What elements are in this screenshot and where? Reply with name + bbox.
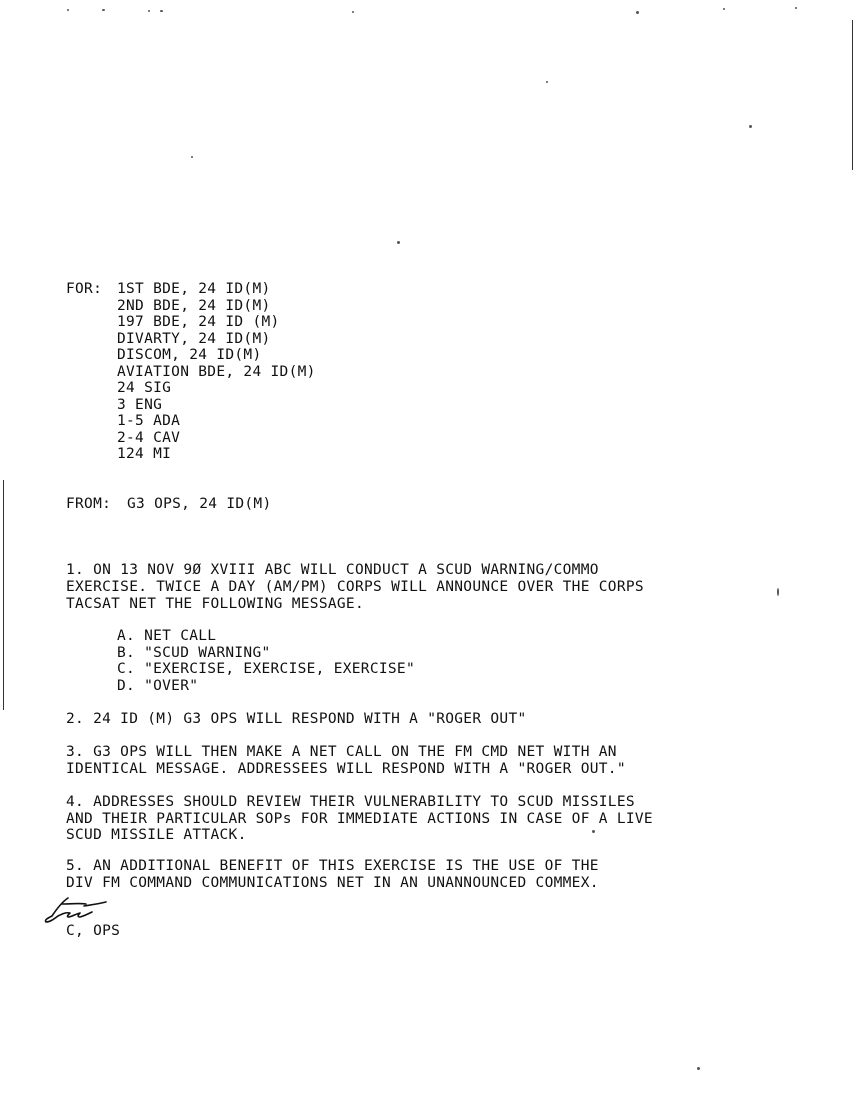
scan-speck xyxy=(191,156,193,158)
scan-speck xyxy=(397,241,400,244)
addressee-item: 197 BDE, 24 ID (M) xyxy=(117,314,280,330)
scan-speck xyxy=(723,8,725,10)
sub-item: C. "EXERCISE, EXERCISE, EXERCISE" xyxy=(117,661,415,677)
scan-speck xyxy=(148,10,150,12)
scan-speck xyxy=(546,81,548,83)
addressee-item: AVIATION BDE, 24 ID(M) xyxy=(117,364,316,380)
handwritten-signature xyxy=(40,892,110,926)
paragraph-line: 3. G3 OPS WILL THEN MAKE A NET CALL ON THE FM CMD NET WITH AN xyxy=(66,744,617,760)
addressee-item: 1ST BDE, 24 ID(M) xyxy=(117,281,271,297)
from-label: FROM: xyxy=(66,496,112,512)
scan-speck xyxy=(352,11,354,13)
scan-edge-line xyxy=(852,20,853,170)
paragraph-line: 1. ON 13 NOV 9Ø XVIII ABC WILL CONDUCT A SCUD WARNING/COMMO xyxy=(66,562,599,578)
for-label: FOR: xyxy=(66,281,103,297)
paragraph-line: DIV FM COMMAND COMMUNICATIONS NET IN AN UNANNOUNCED COMMEX. xyxy=(66,875,599,891)
paragraph-line: SCUD MISSILE ATTACK. xyxy=(66,827,247,843)
paragraph-line: 5. AN ADDITIONAL BENEFIT OF THIS EXERCISE IS THE USE OF THE xyxy=(66,858,599,874)
paragraph-line: TACSAT NET THE FOLLOWING MESSAGE. xyxy=(66,596,364,612)
addressee-item: DIVARTY, 24 ID(M) xyxy=(117,331,271,347)
scan-speck xyxy=(697,1067,700,1070)
scan-edge-line xyxy=(3,480,4,710)
scan-speck xyxy=(636,11,639,14)
paragraph-line: IDENTICAL MESSAGE. ADDRESSEES WILL RESPOND WITH A "ROGER OUT." xyxy=(66,761,626,777)
addressee-item: 24 SIG xyxy=(117,380,172,396)
scan-speck xyxy=(102,9,105,11)
addressee-item: 2ND BDE, 24 ID(M) xyxy=(117,298,271,314)
addressee-item: 3 ENG xyxy=(117,397,163,413)
paragraph-line: AND THEIR PARTICULAR SOPs FOR IMMEDIATE ACTIONS IN CASE OF A LIVE xyxy=(66,811,653,827)
from-value: G3 OPS, 24 ID(M) xyxy=(127,496,272,512)
sub-item: B. "SCUD WARNING" xyxy=(117,645,271,661)
paragraph-2: 2. 24 ID (M) G3 OPS WILL RESPOND WITH A "ROGER OUT" xyxy=(66,711,527,727)
scan-speck xyxy=(160,10,163,12)
paragraph-line: 4. ADDRESSES SHOULD REVIEW THEIR VULNERABILITY TO SCUD MISSILES xyxy=(66,794,635,810)
sub-item: D. "OVER" xyxy=(117,678,199,694)
scan-speck xyxy=(795,7,797,9)
scan-speck xyxy=(777,588,779,596)
addressee-item: 2-4 CAV xyxy=(117,430,181,446)
sub-item: A. NET CALL xyxy=(117,628,217,644)
scan-speck xyxy=(749,125,752,128)
signature-block: C, OPS xyxy=(66,923,121,939)
scan-speck xyxy=(592,830,595,833)
scan-speck xyxy=(67,9,69,11)
paragraph-line: EXERCISE. TWICE A DAY (AM/PM) CORPS WILL ANNOUNCE OVER THE CORPS xyxy=(66,579,644,595)
addressee-item: 1-5 ADA xyxy=(117,413,181,429)
addressee-item: DISCOM, 24 ID(M) xyxy=(117,347,262,363)
addressee-item: 124 MI xyxy=(117,446,172,462)
